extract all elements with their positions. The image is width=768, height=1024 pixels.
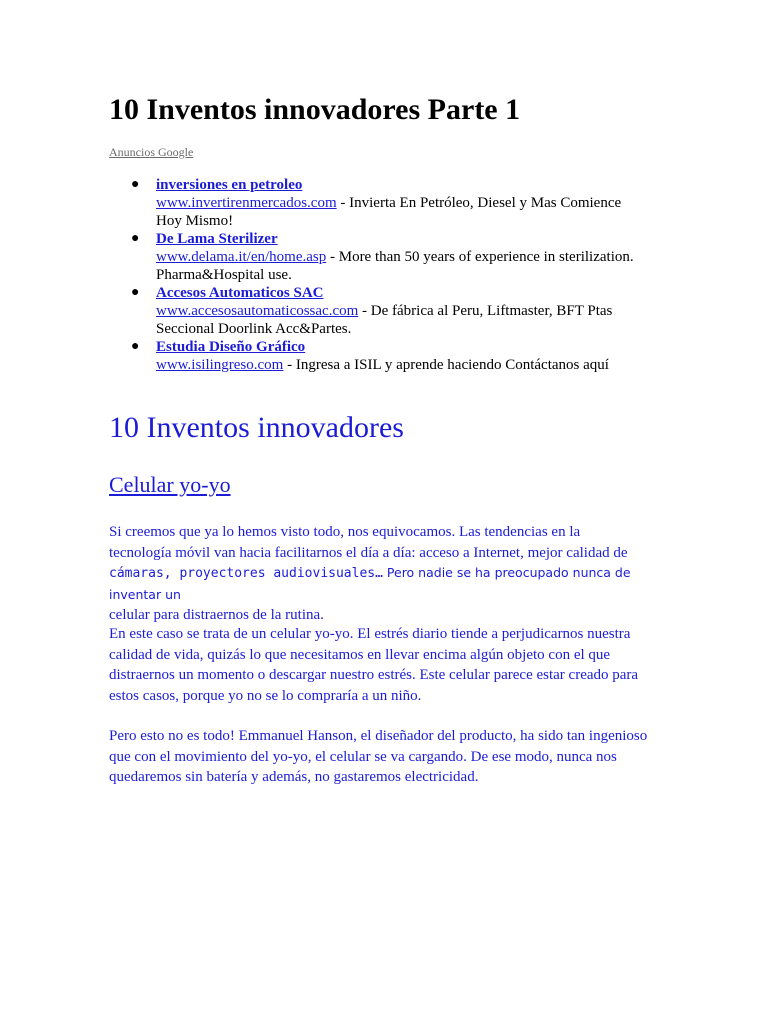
ad-item (131, 176, 676, 230)
ad-title-link[interactable]: De Lama Sterilizer (156, 231, 278, 247)
ad-item (131, 284, 676, 338)
paragraph-line: Si creemos que ya lo hemos visto todo, nos equivocamos. Las tendencias en la (109, 524, 581, 540)
subheading-link[interactable]: Celular yo-yo (109, 472, 231, 497)
ad-description: - More than 50 years of experience in sterilization. (326, 249, 634, 265)
ad-title-link[interactable]: Accesos Automaticos SAC (156, 285, 324, 301)
ad-description-continued: Seccional Doorlink Acc&Partes. (156, 321, 352, 337)
ad-url-link[interactable]: www.isilingreso.com (156, 357, 284, 373)
bullet-icon: ● (131, 177, 140, 192)
ads-list (131, 176, 676, 374)
ad-description-continued: Hoy Mismo! (156, 213, 234, 229)
ad-item (131, 230, 676, 284)
bullet-icon: ● (131, 231, 140, 246)
article-paragraph (109, 522, 669, 626)
ad-url-link[interactable]: www.accesosautomaticossac.com (156, 303, 359, 319)
ads-label-link[interactable]: Anuncios Google (109, 145, 194, 159)
article-paragraph: Pero esto no es todo! Emmanuel Hanson, el diseñador del producto, ha sido tan ingenioso que con el movimiento del yo-yo, el celular se va cargando. De ese modo, nunca nos quedaremos sin batería y además, no gastaremos electricidad. (109, 728, 648, 785)
ad-title-link[interactable]: Estudia Diseño Gráfico (156, 339, 306, 355)
bullet-icon: ● (131, 285, 140, 300)
paragraph-line: celular para distraernos de la rutina. (109, 607, 324, 623)
page-title: 10 Inventos innovadores Parte 1 (109, 93, 521, 126)
ad-description: - Ingresa a ISIL y aprende haciendo Contáctanos aquí (283, 357, 609, 373)
ad-url-link[interactable]: www.invertirenmercados.com (156, 195, 337, 211)
paragraph-line-mono: cámaras, proyectores audiovisuales… (109, 566, 383, 581)
article-paragraph: En este caso se trata de un celular yo-yo. El estrés diario tiende a perjudicarnos nuestra calidad de vida, quizás lo que necesitamos en llevar encima algún objeto con el que distraernos un momento o descargar nuestro estrés. Este celular parece estar creado para estos casos, porque yo no se lo compraría a un niño. (109, 626, 639, 704)
ad-title-link[interactable]: inversiones en petroleo (156, 177, 303, 193)
ad-description: - De fábrica al Peru, Liftmaster, BFT Ptas (358, 303, 613, 319)
ad-url-link[interactable]: www.delama.it/en/home.asp (156, 249, 327, 265)
bullet-icon: ● (131, 339, 140, 354)
paragraph-line: tecnología móvil van hacia facilitarnos el día a día: acceso a Internet, mejor calidad de (109, 544, 628, 561)
paragraph-line-sans: Pero nadie se ha preocupado nunca de inventar un (109, 565, 631, 602)
ad-description: - Invierta En Petróleo, Diesel y Mas Comience (336, 195, 622, 211)
section-heading: 10 Inventos innovadores (109, 411, 404, 444)
ad-description-continued: Pharma&Hospital use. (156, 267, 292, 283)
ad-item (131, 338, 676, 374)
